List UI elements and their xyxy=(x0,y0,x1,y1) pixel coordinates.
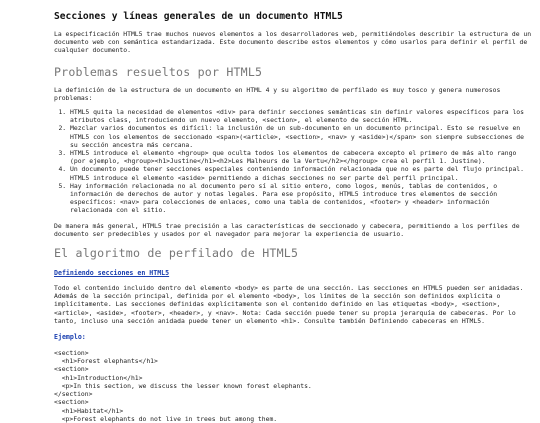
code-line: <p>In this section, we discuss the lesser known forest elephants. xyxy=(54,381,312,390)
code-line: <section> xyxy=(54,349,89,358)
page-title: Secciones y líneas generales de un documento HTML5 xyxy=(54,11,343,22)
list-item: 1. HTML5 quita la necesidad de elementos <div> para definir secciones semánticas sin definir valores específicos para los atributos class, introduciendo un nuevo elemento, <section>, el elemento de sección HTML. xyxy=(70,108,534,124)
code-line: <h1>Forest elephants</h1> xyxy=(54,357,158,366)
code-line: <h1>Introduction</h1> xyxy=(54,373,143,382)
example-label: Ejemplo: xyxy=(54,333,86,342)
code-example xyxy=(54,349,534,423)
section-heading-problems: Problemas resueltos por HTML5 xyxy=(54,64,263,79)
code-line: <p>Forest elephants do not live in trees but among them. xyxy=(54,414,278,423)
list-item: 4. Un documento puede tener secciones especiales conteniendo información relacionada que no es parte del flujo principal. HTML5 introduce el elemento <aside> permitiendo a dichas secciones no ser parte del perfil principal. xyxy=(70,165,534,181)
problems-list xyxy=(54,108,534,215)
code-line: <section> xyxy=(54,398,89,407)
sections-paragraph: Todo el contenido incluido dentro del elemento <body> es parte de una sección. Las secciones en HTML5 pueden ser anidadas. Además de la sección principal, definida por el elemento <body>, los límites de la sección son definidos explícita o implícitamente. Las secciones definidas explícitamente son el contenido definido en las etiquetas <body>, <section>, <article>, <aside>, <footer>, <header>, y <nav>. Nota: Cada sección puede tener su propia jerarquía de cabeceras. Por lo tanto, incluso una sección anidada puede tener un elemento <h1>. Consulte también Definiendo cabeceras en HTML5. xyxy=(54,284,524,325)
section-heading-algorithm: El algoritmo de perfilado de HTML5 xyxy=(54,246,299,261)
code-line: </section> xyxy=(54,390,93,399)
problems-paragraph: La definición de la estructura de un documento en HTML 4 y su algoritmo de perfilado es muy tosco y genera numerosos problemas: xyxy=(54,85,501,102)
list-item: 3. HTML5 introduce el elemento <hgroup> que oculta todos los elementos de cabecera excepto el primero de más alto rango (por ejemplo, <hgroup><h1>Justine</h1><h2>Les Malheurs de la Vertu</h2></hgroup> crea el perfil 1. Justine). xyxy=(70,149,534,165)
list-item: 2. Mezclar varios documentos es difícil: la inclusión de un sub-documento en un documento principal. Esto se resuelve en HTML5 con los elementos de seccionado <span>(<article>, <section>, <nav> y <aside>)</span> son siempre subsecciones de su sección ancestra más cercana. xyxy=(70,124,534,149)
code-line: <section> xyxy=(54,365,89,374)
summary-paragraph: De manera más general, HTML5 trae precisión a las características de seccionado y cabecera, permitiendo a los perfiles de documento ser predecibles y usados por el navegador para mejorar la experiencia de usuario. xyxy=(54,221,520,238)
list-item: 5. Hay información relacionada no al documento pero sí al sitio entero, como logos, menús, tablas de contenidos, o información de derechos de autor y notas legales. Para ese propósito, HTML5 introduce tres elementos de sección específicos: <nav> para colecciones de enlaces, como una tabla de contenidos, <footer> y <header> información relacionada con el sitio. xyxy=(70,182,534,215)
subheading xyxy=(54,269,534,278)
subheading-link[interactable]: Definiendo secciones en HTML5 xyxy=(54,269,170,278)
intro-paragraph: La especificación HTML5 trae muchos nuevos elementos a los desarrolladores web, permitiéndoles describir la estructura de un documento web con semántica estandarizada. Este documento describe estos elementos y cómo usarlos para definir el perfil de cualquier documento. xyxy=(54,30,532,55)
code-line: <h1>Habitat</h1> xyxy=(54,406,124,415)
